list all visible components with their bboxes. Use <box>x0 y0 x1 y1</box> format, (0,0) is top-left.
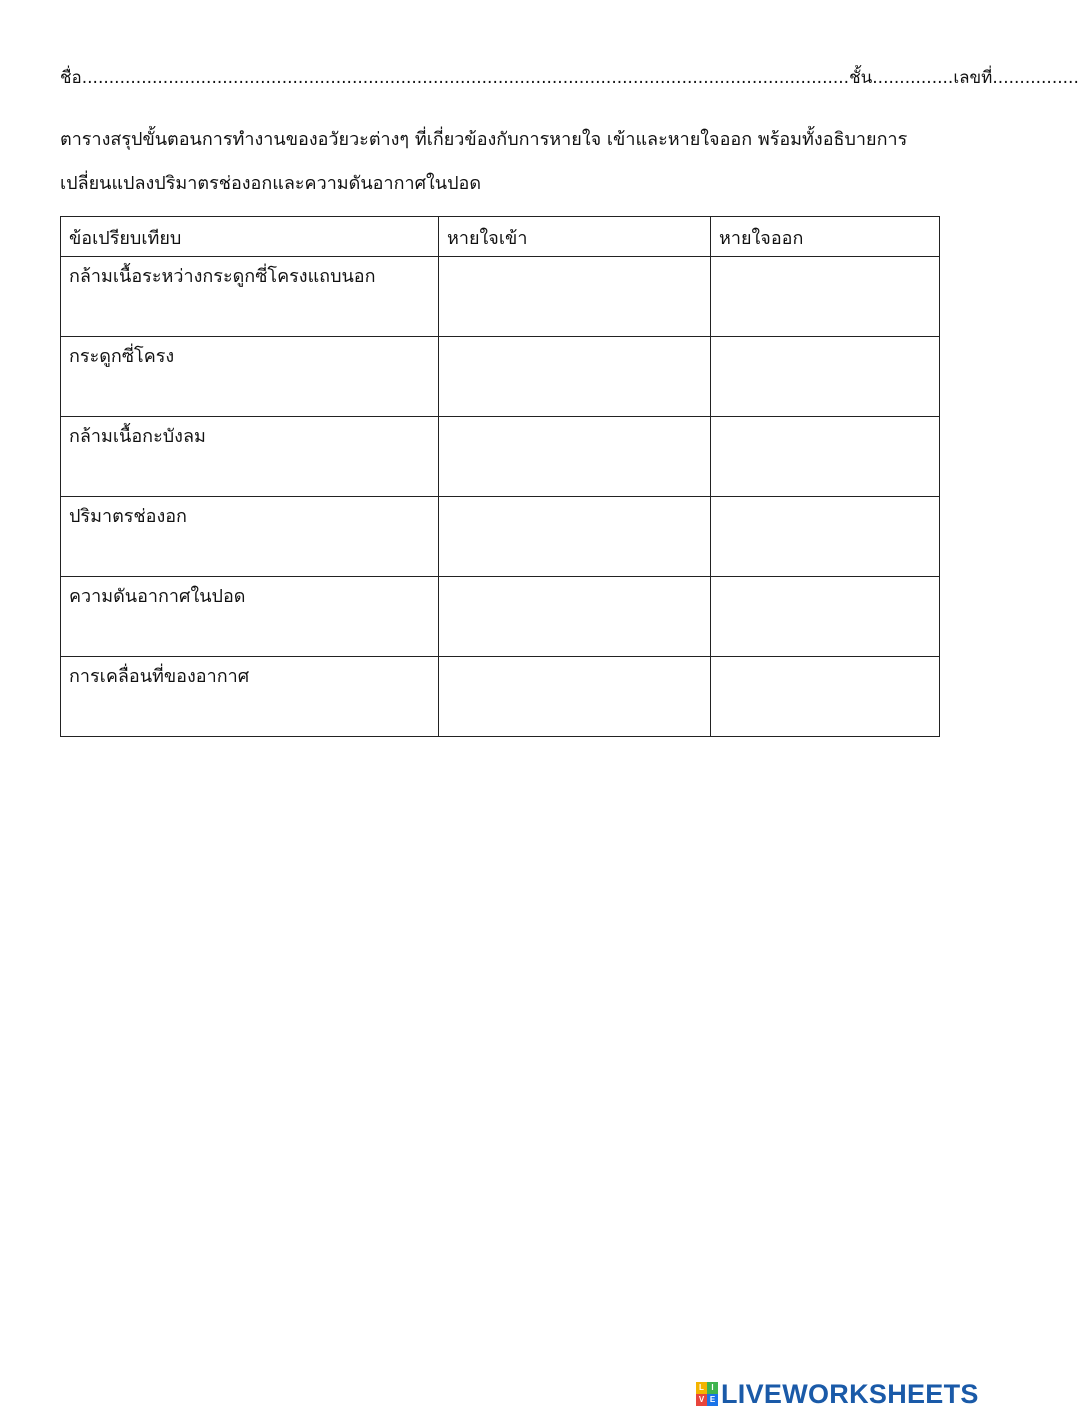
header-inhale: หายใจเข้า <box>439 217 711 257</box>
inhale-answer-cell[interactable] <box>439 657 711 737</box>
row-label: กล้ามเนื้อกะบังลม <box>61 417 439 497</box>
table-row <box>61 337 940 417</box>
liveworksheets-logo-icon <box>696 1382 718 1406</box>
inhale-answer-cell[interactable] <box>439 497 711 577</box>
inhale-answer-cell[interactable] <box>439 577 711 657</box>
number-input[interactable]: ................ <box>992 68 1079 88</box>
inhale-answer-cell[interactable] <box>439 337 711 417</box>
logo-mark-l: L <box>696 1382 707 1394</box>
liveworksheets-logo <box>696 1379 979 1409</box>
row-label: ปริมาตรช่องอก <box>61 497 439 577</box>
exhale-answer-cell[interactable] <box>711 577 940 657</box>
logo-mark-v: V <box>696 1394 707 1406</box>
name-input[interactable]: .............................................................................................................................................. <box>81 68 850 88</box>
logo-mark-e: E <box>707 1394 718 1406</box>
inhale-answer-cell[interactable] <box>439 257 711 337</box>
exhale-answer-cell[interactable] <box>711 657 940 737</box>
table-row <box>61 657 940 737</box>
inhale-answer-cell[interactable] <box>439 417 711 497</box>
table-row <box>61 417 940 497</box>
name-label: ชื่อ <box>60 68 82 88</box>
instructions-line-2: เปลี่ยนแปลงปริมาตรช่องอกและความดันอากาศในปอด <box>60 173 482 194</box>
student-info-line <box>60 64 1079 92</box>
header-exhale: หายใจออก <box>711 217 940 257</box>
row-label: กระดูกซี่โครง <box>61 337 439 417</box>
instructions <box>60 118 940 206</box>
row-label: กล้ามเนื้อระหว่างกระดูกซี่โครงแถบนอก <box>61 257 439 337</box>
table-row <box>61 577 940 657</box>
table-row <box>61 257 940 337</box>
logo-mark-i: I <box>707 1382 718 1394</box>
table-row <box>61 497 940 577</box>
exhale-answer-cell[interactable] <box>711 497 940 577</box>
exhale-answer-cell[interactable] <box>711 337 940 417</box>
exhale-answer-cell[interactable] <box>711 257 940 337</box>
row-label: การเคลื่อนที่ของอากาศ <box>61 657 439 737</box>
header-comparison: ข้อเปรียบเทียบ <box>61 217 439 257</box>
exhale-answer-cell[interactable] <box>711 417 940 497</box>
logo-text: LIVEWORKSHEETS <box>721 1378 979 1409</box>
number-label: เลขที่ <box>953 68 993 88</box>
table-header-row <box>61 217 940 257</box>
comparison-table <box>60 216 940 737</box>
class-label: ชั้น <box>849 68 873 88</box>
instructions-line-1: ตารางสรุปขั้นตอนการทำงานของอวัยวะต่างๆ ที่เกี่ยวข้องกับการหายใจ เข้าและหายใจออก พร้อมทั้งอธิบายการ <box>60 129 908 150</box>
class-input[interactable]: ............... <box>872 68 954 88</box>
row-label: ความดันอากาศในปอด <box>61 577 439 657</box>
